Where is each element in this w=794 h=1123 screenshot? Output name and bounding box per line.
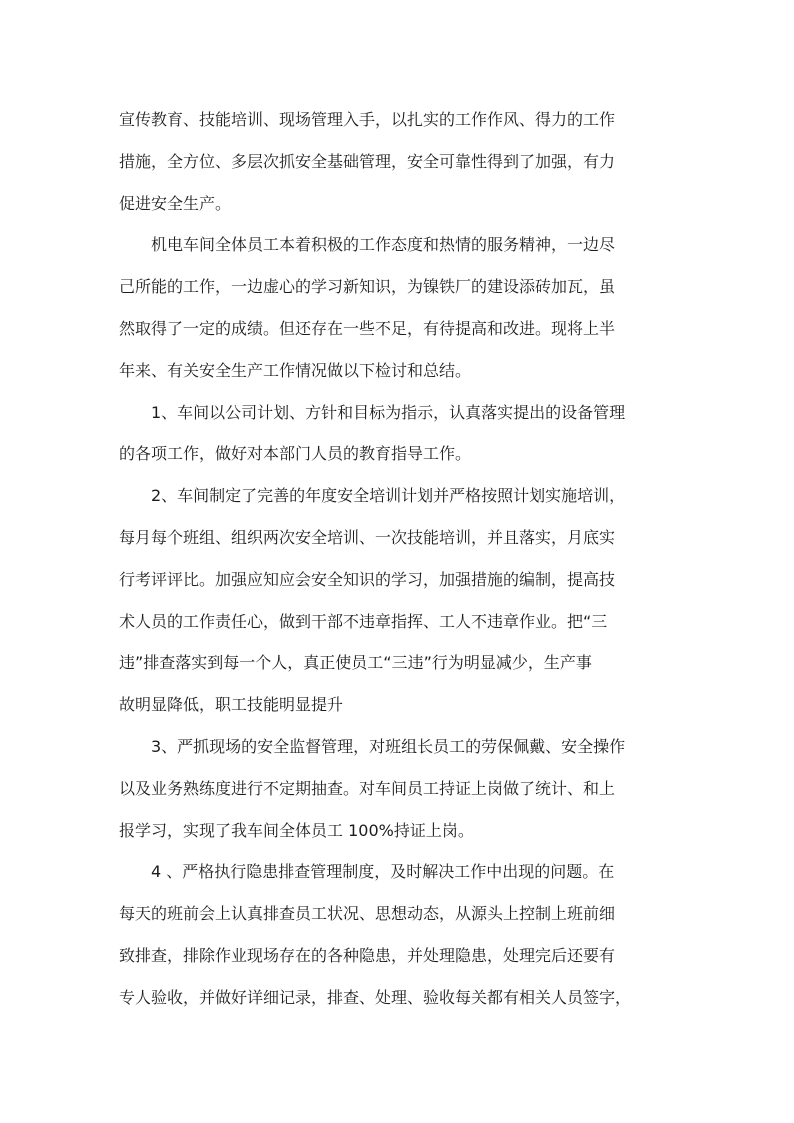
text-line: 致排查，排除作业现场存在的各种隐患，并处理隐患，处理完后还要有 [119, 945, 616, 965]
paragraph-item-2 [119, 475, 675, 726]
text-line: 3、严抓现场的安全监督管理，对班组长员工的劳保佩戴、安全操作 [119, 736, 626, 756]
text-line: 己所能的工作，一边虚心的学习新知识，为镍铁厂的建设添砖加瓦，虽 [119, 277, 616, 297]
text-line: 报学习，实现了我车间全体员工 100%持证上岗。 [119, 820, 474, 840]
text-line: 措施，全方位、多层次抓安全基础管理，安全可靠性得到了加强，有力 [119, 151, 616, 171]
text-line: 1、车间以公司计划、方针和目标为指示，认真落实提出的设备管理 [119, 402, 626, 422]
text-line: 机电车间全体员工本着积极的工作态度和热情的服务精神，一边尽 [119, 235, 616, 255]
text-line: 2、车间制定了完善的年度安全培训计划并严格按照计划实施培训， [119, 486, 626, 506]
text-line: 违”排查落实到每一个人，真正使员工“三违”行为明显减少，生产事 [119, 653, 592, 673]
text-line: 专人验收，并做好详细记录，排查、处理、验收每关都有相关人员签字， [119, 987, 632, 1007]
text-line: 的各项工作，做好对本部门人员的教育指导工作。 [119, 444, 472, 464]
paragraph-item-4 [119, 851, 675, 1018]
text-line: 促进安全生产。 [119, 193, 232, 213]
text-line: 以及业务熟练度进行不定期抽查。对车间员工持证上岗做了统计、和上 [119, 778, 616, 798]
text-line: 术人员的工作责任心，做到干部不违章指挥、工人不违章作业。把“三 [119, 611, 608, 631]
paragraph-intro-continuation [119, 99, 675, 224]
text-line: 每天的班前会上认真排查员工状况、思想动态，从源头上控制上班前细 [119, 904, 616, 924]
text-line: 宣传教育、技能培训、现场管理入手，以扎实的工作作风、得力的工作 [119, 110, 616, 129]
text-line: 然取得了一定的成绩。但还存在一些不足，有待提高和改进。现将上半 [119, 318, 616, 338]
text-line: 每月每个班组、组织两次安全培训、一次技能培训，并且落实，月底实 [119, 527, 616, 547]
text-line: 4 、严格执行隐患排查管理制度，及时解决工作中出现的问题。在 [119, 862, 615, 882]
paragraph-workshop-overview [119, 224, 675, 391]
document-body [119, 99, 675, 1019]
paragraph-item-1 [119, 392, 675, 476]
paragraph-item-3 [119, 726, 675, 851]
text-line: 年来、有关安全生产工作情况做以下检讨和总结。 [119, 360, 472, 380]
text-line: 行考评评比。加强应知应会安全知识的学习，加强措施的编制，提高技 [119, 569, 616, 589]
text-line: 故明显降低，职工技能明显提升 [119, 695, 344, 715]
